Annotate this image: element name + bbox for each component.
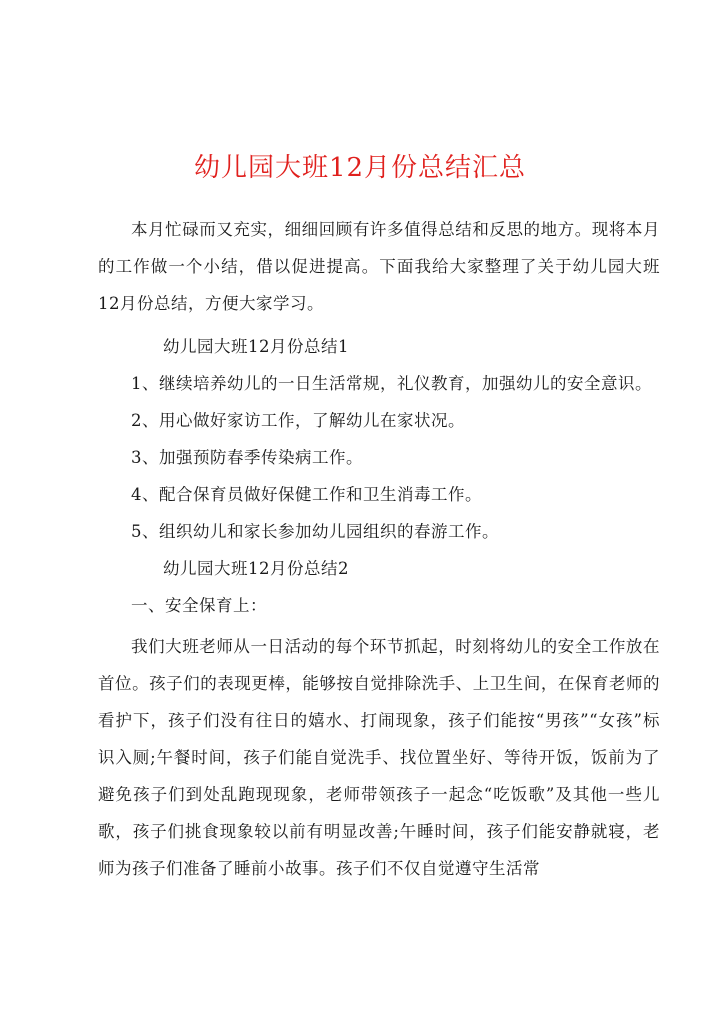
intro-paragraph: 本月忙碌而又充实，细细回顾有许多值得总结和反思的地方。现将本月的工作做一个小结，借以促进提高。下面我给大家整理了关于幼儿园大班12月份总结，方便大家学习。 — [98, 220, 660, 313]
section2-heading: 幼儿园大班12月份总结2 — [163, 559, 349, 578]
section1-item-5: 5、组织幼儿和家长参加幼儿园组织的春游工作。 — [131, 522, 499, 541]
section1-item-2: 2、用心做好家访工作，了解幼儿在家状况。 — [131, 411, 465, 430]
section2-body-paragraph: 我们大班老师从一日活动的每个环节抓起，时刻将幼儿的安全工作放在首位。孩子们的表现更棒，能够按自觉排除洗手、上卫生间，在保育老师的看护下，孩子们没有往日的嬉水、打闹现象，孩子们能按“男孩”“女孩”标识入厕;午餐时间，孩子们能自觉洗手、找位置坐好、等待开饭，饭前为了避免孩子们到处乱跑现现象，老师带领孩子一起念“吃饭歌”及其他一些儿歌，孩子们挑食现象较以前有明显改善;午睡时间，孩子们能安静就寝，老师为孩子们准备了睡前小故事。孩子们不仅自觉遵守生活常 — [98, 637, 660, 878]
section1-item-3: 3、加强预防春季传染病工作。 — [131, 448, 363, 467]
section1-heading: 幼儿园大班12月份总结1 — [163, 337, 349, 356]
section1-item-1: 1、继续培养幼儿的一日生活常规，礼仪教育，加强幼儿的安全意识。 — [131, 374, 652, 393]
section2-subheading: 一、安全保育上： — [131, 596, 267, 615]
section1-item-4: 4、配合保育员做好保健工作和卫生消毒工作。 — [131, 485, 482, 504]
document-title: 幼儿园大班12月份总结汇总 — [193, 153, 527, 183]
